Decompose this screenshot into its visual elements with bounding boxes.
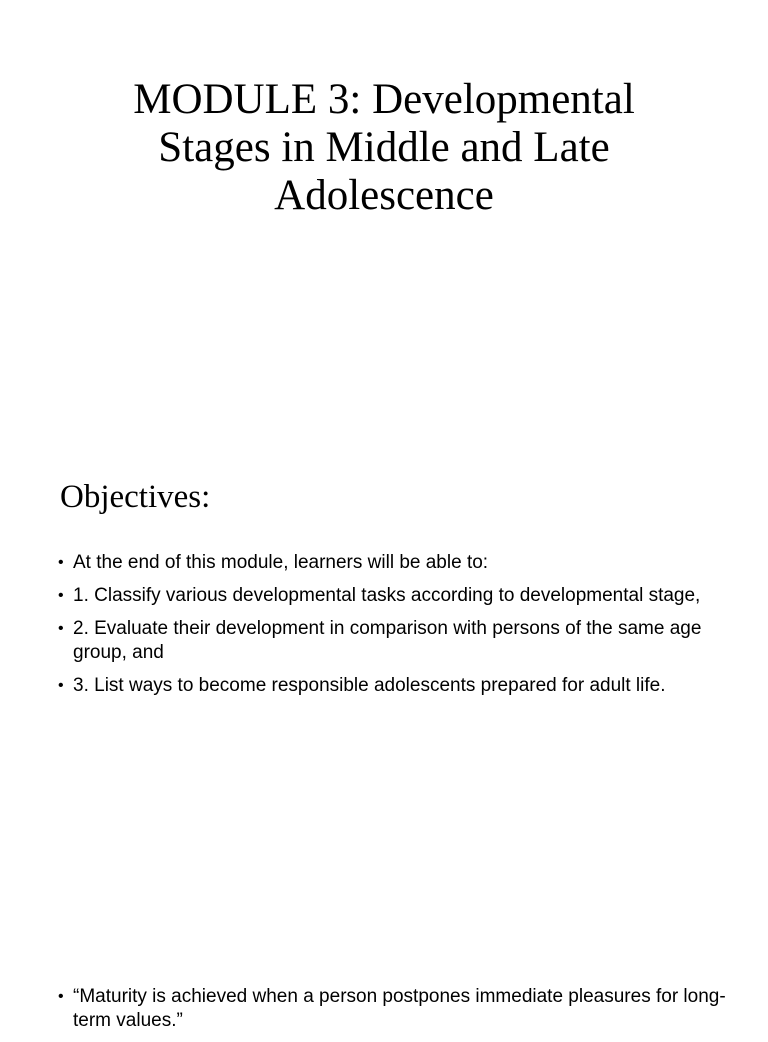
list-item <box>58 584 728 608</box>
module-title-line-3: Adolescence <box>274 172 494 219</box>
list-item <box>58 674 728 698</box>
list-item-text: 3. List ways to become responsible adolescents prepared for adult life. <box>73 675 666 696</box>
list-item <box>58 617 728 665</box>
list-item-text: 1. Classify various developmental tasks according to developmental stage, <box>73 585 701 606</box>
list-item-text: 2. Evaluate their development in comparison with persons of the same age group, and <box>73 618 702 663</box>
objectives-heading: Objectives: <box>60 479 211 515</box>
bullet-icon: • <box>58 988 64 1005</box>
quote-list <box>58 985 728 1042</box>
module-title <box>60 76 708 220</box>
module-title-line-1: MODULE 3: Developmental <box>133 76 635 123</box>
bullet-icon: • <box>58 620 64 637</box>
bullet-icon: • <box>58 554 64 571</box>
list-item-text: At the end of this module, learners will be able to: <box>73 552 489 573</box>
quote-text: “Maturity is achieved when a person postpones immediate pleasures for long-term values.” <box>73 986 726 1031</box>
list-item <box>58 551 728 575</box>
bullet-icon: • <box>58 677 64 694</box>
bullet-icon: • <box>58 587 64 604</box>
objectives-list <box>58 551 728 707</box>
module-title-line-2: Stages in Middle and Late <box>158 124 610 171</box>
list-item <box>58 985 728 1033</box>
